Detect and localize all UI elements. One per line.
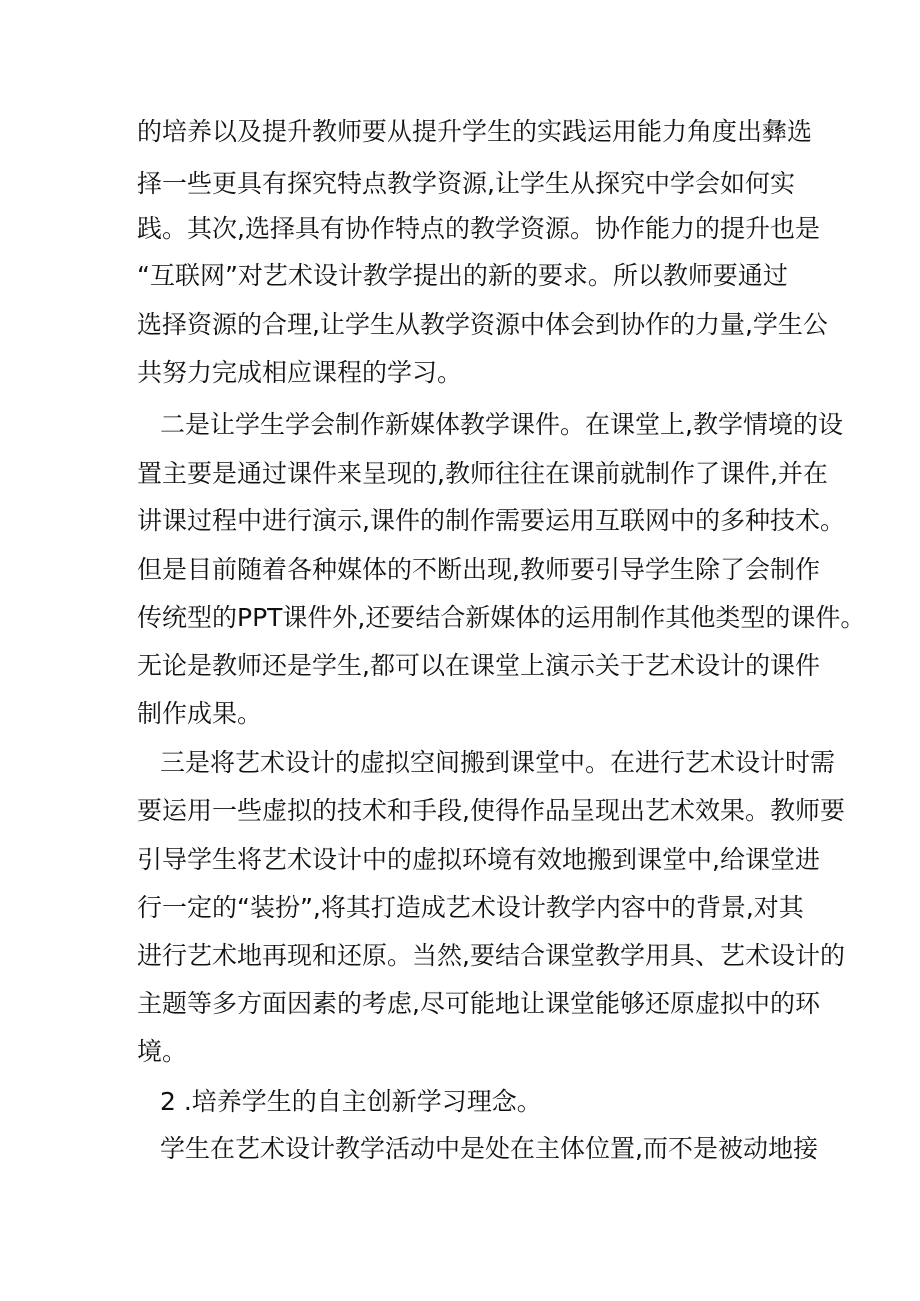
text-line: 引导学生将艺术设计中的虚拟环境有效地搬到课堂中,给课堂进 [137,845,820,874]
text-line: 进行艺术地再现和还原。当然,要结合课堂教学用具、艺术设计的 [137,941,845,970]
text-line: 要运用一些虚拟的技术和手段,使得作品呈现出艺术效果。教师要 [137,796,845,825]
text-line: 的培养以及提升教师要从提升学生的实践运用能力角度出彝选 [137,117,813,146]
text-line: 三是将艺术设计的虚拟空间搬到课堂中。在进行艺术设计时需 [160,748,836,777]
text-line: 择一些更具有探究特点教学资源,让学生从探究中学会如何实 [137,169,795,198]
text-line: 主题等多方面因素的考虑,尽可能地让课堂能够还原虚拟中的环 [137,989,820,1018]
text-line: 置主要是通过课件来呈现的,教师往往在课前就制作了课件,并在 [137,459,828,488]
text-line: 学生在艺术设计教学活动中是处在主体位置,而不是被动地接 [160,1134,818,1163]
text-line: 境。 [137,1037,188,1066]
text-line: 讲课过程中进行演示,课件的制作需要运用互联网中的多种技术。 [137,506,845,535]
text-line: 2 .培养学生的自主创新学习理念。 [160,1087,542,1116]
text-line: “互联网”对艺术设计教学提出的新的要求。所以教师要通过 [137,261,788,290]
text-line: 无论是教师还是学生,都可以在课堂上演示关于艺术设计的课件 [137,651,820,680]
text-line: 行一定的“装扮”,将其打造成艺术设计教学内容中的背景,对其 [137,893,804,922]
text-line: 践。其次,选择具有协作特点的教学资源。协作能力的提升也是 [137,214,820,243]
text-line: 但是目前随着各种媒体的不断出现,教师要引导学生除了会制作 [137,555,820,584]
text-line: 二是让学生学会制作新媒体教学课件。在课堂上,教学情境的设 [160,410,843,439]
text-line: 共努力完成相应课程的学习。 [137,358,463,387]
text-line: 制作成果。 [137,699,263,728]
text-line: 传统型的PPT课件外,还要结合新媒体的运用制作其他类型的课件。 [137,603,866,632]
text-line: 选择资源的合理,让学生从教学资源中体会到协作的力量,学生公 [137,310,828,339]
